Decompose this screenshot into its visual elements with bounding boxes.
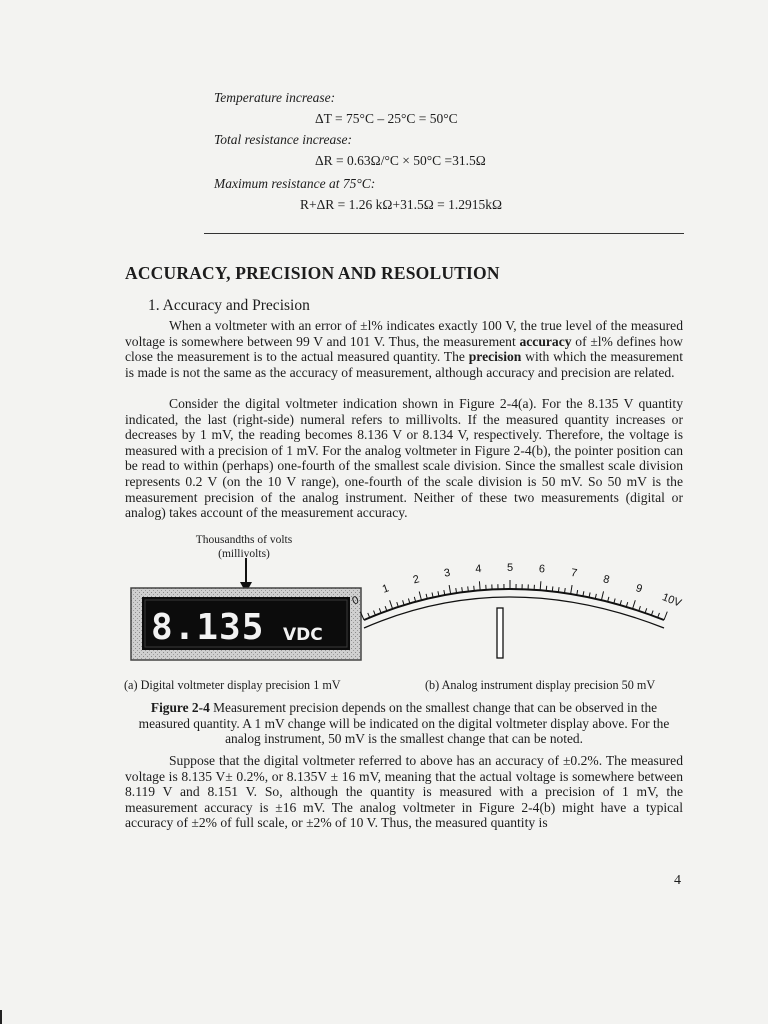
scale-label: 5 — [506, 562, 514, 574]
lcd-unit: VDC — [283, 625, 323, 645]
scale-label: 8 — [601, 573, 611, 587]
accuracy-term: accuracy — [519, 333, 572, 349]
analog-meter-scale — [346, 548, 683, 658]
scale-tick — [626, 602, 627, 607]
max-resistance-label: Maximum resistance at 75°C: — [214, 176, 376, 191]
p1-text-3: with which the measurement is made is not the same as the accuracy of measurement, although accuracy and precision are related. — [125, 349, 683, 380]
resistance-equation: ΔR = 0.63Ω/°C × 50°C =31.5Ω — [315, 153, 486, 168]
scale-label: 7 — [570, 566, 578, 580]
scale-label: 6 — [538, 563, 546, 576]
scale-tick — [462, 587, 463, 592]
scale-tick — [664, 612, 667, 620]
precision-term: precision — [468, 349, 522, 365]
scale-tick — [368, 613, 370, 618]
lcd-reading: 8.135 — [151, 607, 265, 648]
scale-tick — [390, 600, 393, 609]
scale-label: 0 — [350, 594, 361, 608]
page-number: 4 — [674, 873, 681, 888]
scale-tick — [540, 581, 541, 590]
scale-tick — [449, 585, 450, 594]
max-resistance-equation: R+ΔR = 1.26 kΩ+31.5Ω = 1.2915kΩ — [300, 197, 502, 212]
figure-label-b: (b) Analog instrument display precision 50 mV — [425, 678, 656, 692]
callout-line-1: Thousandths of volts — [195, 534, 293, 546]
scale-label: 10V — [660, 591, 683, 610]
temperature-label: Temperature increase: — [214, 90, 336, 105]
scale-tick — [468, 586, 469, 591]
scan-edge-mark — [0, 1010, 2, 1024]
p1-text-2: of ±l% defines how close the measurement is to the actual measured quantity. The — [125, 333, 683, 365]
digital-voltmeter-display — [131, 588, 361, 660]
resistance-label: Total resistance increase: — [214, 132, 352, 147]
scale-tick — [552, 586, 553, 591]
scale-tick — [558, 587, 559, 592]
scale-tick — [403, 600, 404, 605]
callout-line-2: (millivolts) — [218, 548, 270, 560]
scale-label: 1 — [380, 582, 391, 596]
temperature-equation: ΔT = 75°C – 25°C = 50°C — [315, 111, 458, 126]
p1-text-1: When a voltmeter with an error of ±l% indicates exactly 100 V, the true level of the measured voltage is somewhere between 99 V and 101 V. Thus, the measurement — [125, 318, 683, 349]
subsection-heading: 1. Accuracy and Precision — [148, 297, 310, 314]
paragraph-accuracy-intro — [125, 318, 683, 380]
scale-tick — [601, 591, 603, 600]
figure-label-a: (a) Digital voltmeter display precision 1 mV — [124, 678, 341, 692]
figure-caption-text: Measurement precision depends on the smallest change that can be observed in the measured quantity. A 1 mV change will be indicated on the digital voltmeter display above. For the analog instrument, 50 mV is the smallest change that can be noted. — [138, 700, 670, 746]
scale-tick — [408, 599, 409, 604]
scale-label: 2 — [411, 573, 421, 587]
figure-caption — [125, 700, 683, 747]
figure-caption-id: Figure 2-4 — [150, 700, 210, 715]
scale-label: 9 — [634, 582, 644, 596]
millivolts-callout — [178, 533, 310, 561]
scale-tick — [419, 591, 421, 600]
section-heading: ACCURACY, PRECISION AND RESOLUTION — [125, 263, 500, 283]
scale-tick — [571, 585, 572, 594]
section-divider — [204, 233, 684, 234]
scale-tick — [360, 612, 364, 620]
scale-tick — [633, 600, 636, 609]
scale-label: 4 — [474, 563, 482, 576]
paragraph-digital-analog: Consider the digital voltmeter indication shown in Figure 2-4(a). For the 8.135 V quantity indicated, the last (right-side) numeral refers to millivolts. If the measured quantity increases or decreases by 1 mV, the reading becomes 8.136 V or 8.134 V, respectively. Therefore, the voltage is measured with a precision of 1 mV. For the analog voltmeter in Figure 2-4(b), the pointer position can be read to within (perhaps) one-fourth of the smallest scale division. Since the smallest scale division represents 0.2 V (on the 10 V range), one-fourth of the scale division is 50 mV. So 50 mV is the measurement precision of the analog instrument. Neither of these two measurements (digital or analog) takes account of the measurement accuracy. — [125, 396, 683, 521]
scale-label: 3 — [443, 566, 452, 580]
scale-tick — [620, 600, 621, 605]
scale-tick — [479, 581, 480, 590]
paragraph-accuracy-example: Suppose that the digital voltmeter referred to above has an accuracy of ±0.2%. The measured voltage is 8.135 V± 0.2%, or 8.135V ± 16 mV, meaning that the actual voltage is somewhere between 8.119 V and 8.151 V. So, although the quantity is measured with a precision of 1 mV, the measurement accuracy is ±16 mV. The analog voltmeter in Figure 2-4(b) might have a typical accuracy of ±2% of full scale, or ±2% of 10 V. Thus, the measured quantity is — [125, 753, 683, 831]
